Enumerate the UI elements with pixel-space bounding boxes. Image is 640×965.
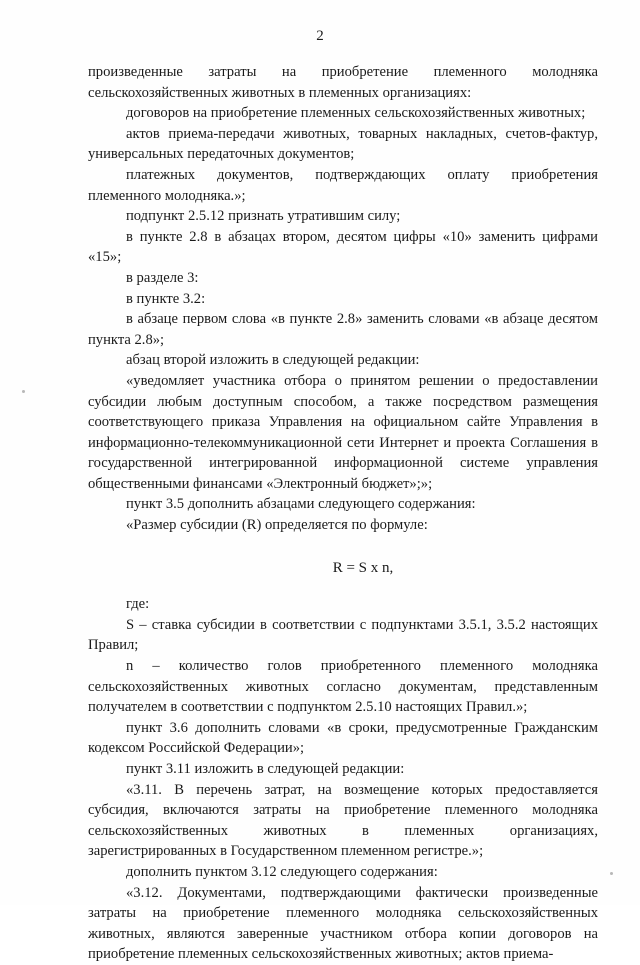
- scan-speck: [610, 872, 613, 875]
- scan-speck: [22, 390, 25, 393]
- paragraph: пункт 3.5 дополнить абзацами следующего содержания:: [126, 496, 476, 513]
- paragraph: S – ставка субсидии в соответствии с подпунктами 3.5.1, 3.5.2 настоящих Правил;: [88, 616, 598, 654]
- paragraph: пункт 3.6 дополнить словами «в сроки, предусмотренные Гражданским кодексом Российской Федерации»;: [88, 719, 598, 757]
- formula: R = S x n,: [332, 559, 394, 576]
- paragraph-block-after-formula: [88, 594, 598, 965]
- paragraph: платежных документов, подтверждающих оплату приобретения племенного молодняка.»;: [88, 166, 598, 204]
- paragraph: n – количество голов приобретенного племенного молодняка сельскохозяйственных животных согласно документам, представленным получателем в соответствии с подпунктом 2.5.10 настоящих Правил.»;: [88, 658, 598, 716]
- paragraph: в абзаце первом слова «в пункте 2.8» заменить словами «в абзаце десятом пункта 2.8»;: [88, 311, 598, 348]
- paragraph: «3.12. Документами, подтверждающими фактически произведенные затраты на приобретение племенного молодняка сельскохозяйственных животных, являются заверенные участником отбора копии договоров на приобретение племенных сельскохозяйственных животных; актов приема-: [88, 884, 598, 963]
- paragraph: «Размер субсидии (R) определяется по формуле:: [126, 517, 428, 534]
- paragraph: где:: [126, 596, 150, 613]
- paragraph: «3.11. В перечень затрат, на возмещение которых предоставляется субсидия, включаются затраты на приобретение племенного молодняка сельскохозяйственных животных в племенных организациях, зарегистрированных в Государственном племенном регистре.»;: [88, 781, 598, 860]
- document-body: [88, 62, 598, 965]
- paragraph: подпункт 2.5.12 признать утратившим силу;: [126, 208, 401, 225]
- paragraph: актов приема-передачи животных, товарных накладных, счетов-фактур, универсальных передаточных документов;: [88, 125, 598, 163]
- paragraph: пункт 3.11 изложить в следующей редакции:: [126, 761, 405, 777]
- paragraph: в пункте 2.8 в абзацах втором, десятом цифры «10» заменить цифрами «15»;: [88, 228, 598, 266]
- paragraph: в разделе 3:: [126, 269, 199, 286]
- paragraph: «уведомляет участника отбора о принятом решении о предоставлении субсидии любым доступным способом, а также посредством размещения соответствующего приказа Управления на официальном сайте Управления в информационно-телекоммуникационной сети Интернет и проекта Соглашения в государственной интегрированной информационной системе управления общественными финансами «Электронный бюджет»;»;: [88, 372, 598, 492]
- paragraph: абзац второй изложить в следующей редакции:: [126, 352, 420, 369]
- paragraph-block-before-formula: [88, 62, 598, 536]
- page-number: 2: [316, 28, 324, 44]
- paragraph: дополнить пунктом 3.12 следующего содержания:: [126, 863, 438, 880]
- paragraph: договоров на приобретение племенных сельскохозяйственных животных;: [126, 105, 586, 122]
- paragraph: в пункте 3.2:: [126, 290, 206, 307]
- paragraph: произведенные затраты на приобретение племенного молодняка сельскохозяйственных животных в племенных организациях:: [88, 64, 598, 101]
